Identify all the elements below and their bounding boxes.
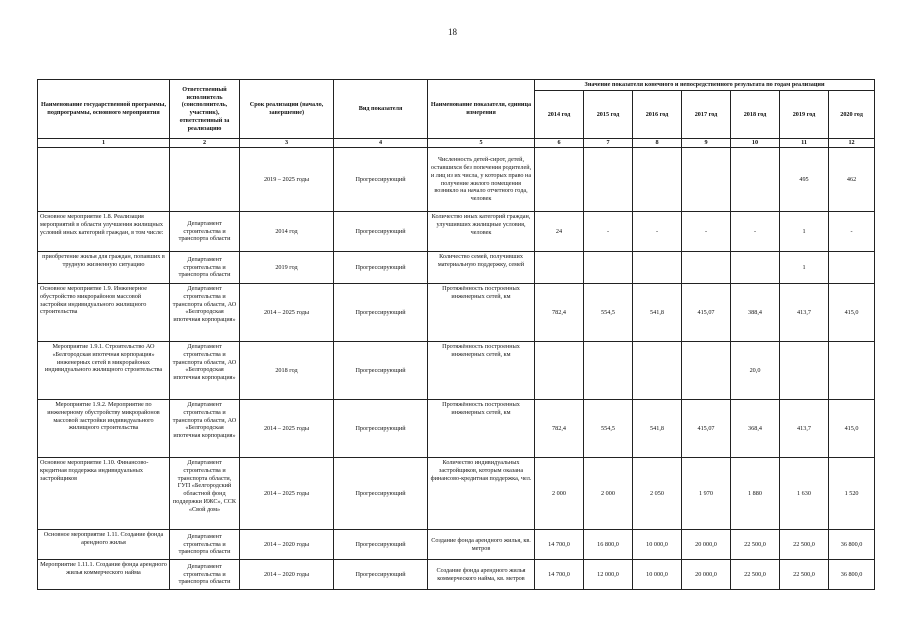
cell-type: Прогрессирующий (334, 212, 428, 252)
cell-executor: Департамент строительства и транспорта области (170, 212, 240, 252)
cell-value (535, 252, 584, 284)
cell-executor: Департамент строительства и транспорта области, АО «Белгородская ипотечная корпорация» (170, 284, 240, 342)
cell-executor: Департамент строительства и транспорта области (170, 252, 240, 284)
cell-value: 1 (780, 252, 829, 284)
column-number: 8 (633, 139, 682, 148)
cell-value: - (584, 212, 633, 252)
cell-program: Основное мероприятие 1.9. Инженерное обустройство микрорайонов массовой застройки индивидуального жилищного строительства (38, 284, 170, 342)
cell-value: 782,4 (535, 284, 584, 342)
cell-value: 1 520 (829, 458, 875, 530)
cell-value: 554,5 (584, 284, 633, 342)
cell-value (535, 342, 584, 400)
table-row (38, 560, 875, 590)
header-year: 2017 год (682, 90, 731, 138)
cell-indicator: Численность детей-сирот, детей, оставшихся без попечения родителей, и лиц из их числа, у которых право на получение жилого помещения возникло на начало отчетного года, человек (428, 148, 535, 212)
cell-value (682, 148, 731, 212)
cell-type: Прогрессирующий (334, 400, 428, 458)
cell-value: 1 880 (731, 458, 780, 530)
cell-value: 36 800,0 (829, 530, 875, 560)
cell-value (682, 342, 731, 400)
table-row (38, 252, 875, 284)
cell-executor: Департамент строительства и транспорта области, АО «Белгородская ипотечная корпорация» (170, 342, 240, 400)
cell-value: 36 800,0 (829, 560, 875, 590)
table-row (38, 342, 875, 400)
column-number: 6 (535, 139, 584, 148)
cell-program: Основное мероприятие 1.11. Создание фонда арендного жилья (38, 530, 170, 560)
column-number: 10 (731, 139, 780, 148)
cell-executor: Департамент строительства и транспорта области (170, 530, 240, 560)
cell-value: 413,7 (780, 400, 829, 458)
table-row (38, 284, 875, 342)
cell-executor: Департамент строительства и транспорта области, АО «Белгородская ипотечная корпорация» (170, 400, 240, 458)
cell-value: 20 000,0 (682, 530, 731, 560)
cell-value: 24 (535, 212, 584, 252)
cell-value: 415,07 (682, 400, 731, 458)
cell-value: 10 000,0 (633, 530, 682, 560)
cell-period: 2018 год (240, 342, 334, 400)
cell-period: 2019 – 2025 годы (240, 148, 334, 212)
cell-value: 415,0 (829, 400, 875, 458)
cell-type: Прогрессирующий (334, 252, 428, 284)
cell-value: - (633, 212, 682, 252)
cell-value: 1 970 (682, 458, 731, 530)
cell-value: - (829, 212, 875, 252)
cell-program: Основное мероприятие 1.10. Финансово-кредитная поддержка индивидуальных застройщиков (38, 458, 170, 530)
header-year: 2015 год (584, 90, 633, 138)
cell-period: 2014 – 2020 годы (240, 530, 334, 560)
cell-value: 12 000,0 (584, 560, 633, 590)
header-indicator-type: Вид показателя (334, 80, 428, 139)
header-period: Срок реализации (начало, завершение) (240, 80, 334, 139)
cell-value (584, 342, 633, 400)
cell-program: Мероприятие 1.9.2. Мероприятие по инженерному обустройству микрорайонов массовой застройки индивидуального жилищного строительства (38, 400, 170, 458)
cell-indicator: Количество семей, получивших материальную поддержку, семей (428, 252, 535, 284)
header-executor: Ответственный исполнитель (соисполнитель, участник), ответственный за реализацию (170, 80, 240, 139)
cell-value: 782,4 (535, 400, 584, 458)
cell-value: 462 (829, 148, 875, 212)
cell-value: 22 500,0 (780, 530, 829, 560)
cell-indicator: Создание фонда арендного жилья, кв. метров (428, 530, 535, 560)
table-row (38, 212, 875, 252)
cell-period: 2014 – 2020 годы (240, 560, 334, 590)
header-program: Наименование государственной программы, подпрограммы, основного мероприятия (38, 80, 170, 139)
table-row (38, 530, 875, 560)
indicators-table (37, 79, 875, 590)
table-row (38, 458, 875, 530)
cell-program: Основное мероприятие 1.8. Реализация мероприятий в области улучшения жилищных условий иных категорий граждан, в том числе: (38, 212, 170, 252)
column-number: 5 (428, 139, 535, 148)
column-number: 9 (682, 139, 731, 148)
cell-value: 415,0 (829, 284, 875, 342)
cell-value (535, 148, 584, 212)
page-number: 18 (448, 27, 457, 37)
cell-program: Мероприятие 1.11.1. Создание фонда арендного жилья коммерческого найма (38, 560, 170, 590)
cell-value (731, 148, 780, 212)
header-year: 2018 год (731, 90, 780, 138)
cell-value (633, 148, 682, 212)
header-year: 2016 год (633, 90, 682, 138)
cell-value: 2 050 (633, 458, 682, 530)
table-row (38, 148, 875, 212)
cell-value: 2 000 (584, 458, 633, 530)
header-year: 2019 год (780, 90, 829, 138)
cell-value: 22 500,0 (780, 560, 829, 590)
header-year: 2014 год (535, 90, 584, 138)
cell-value: 413,7 (780, 284, 829, 342)
cell-value: - (682, 212, 731, 252)
column-number: 11 (780, 139, 829, 148)
cell-value (829, 252, 875, 284)
cell-value: 22 500,0 (731, 560, 780, 590)
cell-value: 20,0 (731, 342, 780, 400)
column-numbers-row (38, 139, 875, 148)
cell-period: 2014 – 2025 годы (240, 400, 334, 458)
cell-type: Прогрессирующий (334, 458, 428, 530)
cell-executor: Департамент строительства и транспорта области, ГУП «Белгородский областной фонд поддержки ИЖС», ССК «Свой дом» (170, 458, 240, 530)
header-indicator-name: Наименование показателя, единица измерения (428, 80, 535, 139)
cell-indicator: Создание фонда арендного жилья коммерческого найма, кв. метров (428, 560, 535, 590)
cell-value: 14 700,0 (535, 560, 584, 590)
cell-value (780, 342, 829, 400)
header-year: 2020 год (829, 90, 875, 138)
cell-value: 1 (780, 212, 829, 252)
cell-program: приобретение жилья для граждан, попавших в трудную жизненную ситуацию (38, 252, 170, 284)
cell-value: 388,4 (731, 284, 780, 342)
cell-program: Мероприятие 1.9.1. Строительство АО «Белгородская ипотечная корпорация» инженерных сетей в микрорайонах индивидуального жилищного строительства (38, 342, 170, 400)
table-row (38, 400, 875, 458)
cell-period: 2019 год (240, 252, 334, 284)
cell-value: - (731, 212, 780, 252)
cell-value (633, 342, 682, 400)
cell-value: 541,8 (633, 400, 682, 458)
cell-value: 14 700,0 (535, 530, 584, 560)
cell-type: Прогрессирующий (334, 148, 428, 212)
cell-executor: Департамент строительства и транспорта области (170, 560, 240, 590)
cell-value (829, 342, 875, 400)
cell-type: Прогрессирующий (334, 342, 428, 400)
column-number: 7 (584, 139, 633, 148)
cell-value (731, 252, 780, 284)
cell-indicator: Количество иных категорий граждан, улучшивших жилищные условия, человек (428, 212, 535, 252)
cell-executor (170, 148, 240, 212)
cell-type: Прогрессирующий (334, 560, 428, 590)
cell-period: 2014 – 2025 годы (240, 458, 334, 530)
cell-type: Прогрессирующий (334, 284, 428, 342)
column-number: 4 (334, 139, 428, 148)
cell-value: 22 500,0 (731, 530, 780, 560)
cell-value: 20 000,0 (682, 560, 731, 590)
cell-value: 368,4 (731, 400, 780, 458)
column-number: 12 (829, 139, 875, 148)
column-number: 1 (38, 139, 170, 148)
cell-indicator: Количество индивидуальных застройщиков, которым оказана финансово-кредитная поддержка, чел. (428, 458, 535, 530)
cell-period: 2014 год (240, 212, 334, 252)
cell-value: 2 000 (535, 458, 584, 530)
cell-value (584, 252, 633, 284)
cell-value (633, 252, 682, 284)
cell-value: 541,8 (633, 284, 682, 342)
cell-value: 415,07 (682, 284, 731, 342)
column-number: 3 (240, 139, 334, 148)
column-number: 2 (170, 139, 240, 148)
cell-indicator: Протяжённость построенных инженерных сетей, км (428, 342, 535, 400)
cell-value (584, 148, 633, 212)
cell-value: 10 000,0 (633, 560, 682, 590)
header-values-group: Значение показателя конечного и непосредственного результата по годам реализации (535, 80, 875, 91)
cell-value: 16 800,0 (584, 530, 633, 560)
cell-indicator: Протяжённость построенных инженерных сетей, км (428, 400, 535, 458)
cell-value (682, 252, 731, 284)
cell-indicator: Протяжённость построенных инженерных сетей, км (428, 284, 535, 342)
header-row-1 (38, 80, 875, 91)
cell-type: Прогрессирующий (334, 530, 428, 560)
cell-period: 2014 – 2025 годы (240, 284, 334, 342)
cell-value: 554,5 (584, 400, 633, 458)
cell-value: 495 (780, 148, 829, 212)
cell-program (38, 148, 170, 212)
cell-value: 1 630 (780, 458, 829, 530)
